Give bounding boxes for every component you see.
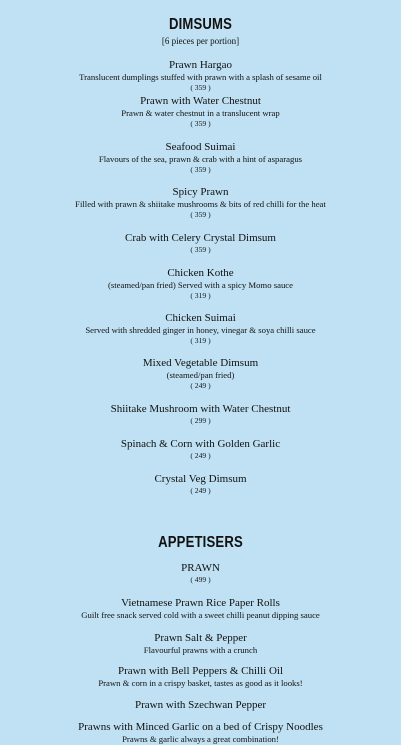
menu-item xyxy=(0,665,401,689)
section-title-appetisers: APPETISERS xyxy=(158,534,243,551)
item-price: ( 359 ) xyxy=(190,165,211,174)
item-name: Prawn Salt & Pepper xyxy=(154,632,247,644)
item-name: Shiitake Mushroom with Water Chestnut xyxy=(110,403,291,415)
item-description: Served with shredded ginger in honey, vinegar & soya chilli sauce xyxy=(85,325,316,335)
menu-item xyxy=(0,632,401,656)
menu-item xyxy=(0,186,401,220)
menu-item xyxy=(0,267,401,301)
item-price: ( 359 ) xyxy=(190,210,211,219)
item-name: Spinach & Corn with Golden Garlic xyxy=(120,438,281,450)
item-name: Spicy Prawn xyxy=(172,186,229,198)
item-description: Prawn & water chestnut in a translucent wrap xyxy=(121,108,280,118)
menu-item xyxy=(0,95,401,129)
item-name: Seafood Suimai xyxy=(165,141,236,153)
item-name: Prawn with Water Chestnut xyxy=(140,95,261,107)
category-price: ( 499 ) xyxy=(190,575,211,584)
item-name: Prawns with Minced Garlic on a bed of Crispy Noodles xyxy=(78,721,323,733)
item-name: Mixed Vegetable Dimsum xyxy=(142,357,259,369)
item-price: ( 359 ) xyxy=(190,83,211,92)
menu-item xyxy=(0,232,401,255)
item-price: ( 319 ) xyxy=(190,336,211,345)
item-name: Crab with Celery Crystal Dimsum xyxy=(125,232,276,244)
item-description: Flavours of the sea, prawn & crab with a hint of asparagus xyxy=(98,154,303,164)
item-name: Prawn with Bell Peppers & Chilli Oil xyxy=(118,665,283,677)
menu-item xyxy=(0,141,401,175)
item-price: ( 249 ) xyxy=(190,381,211,390)
item-description: (steamed/pan fried) xyxy=(166,370,235,380)
menu-item xyxy=(0,699,401,712)
item-description: Flavourful prawns with a crunch xyxy=(143,645,258,655)
menu-item xyxy=(0,438,401,461)
item-description: Prawns & garlic always a great combination! xyxy=(122,734,279,744)
item-name: Prawn Hargao xyxy=(168,59,233,71)
category-name: PRAWN xyxy=(181,562,220,574)
item-name: Crystal Veg Dimsum xyxy=(154,473,247,485)
section-title-dimsums: DIMSUMS xyxy=(168,16,233,33)
item-price: ( 249 ) xyxy=(190,451,211,460)
menu-item xyxy=(0,357,401,391)
portion-note: [6 pieces per portion] xyxy=(161,36,240,46)
menu-category xyxy=(0,562,401,585)
item-name: Vietnamese Prawn Rice Paper Rolls xyxy=(121,597,280,609)
item-price: ( 299 ) xyxy=(190,416,211,425)
menu-item xyxy=(0,59,401,93)
item-description: Guilt free snack served cold with a sweet chilli peanut dipping sauce xyxy=(81,610,320,620)
item-price: ( 359 ) xyxy=(190,245,211,254)
item-price: ( 249 ) xyxy=(190,486,211,495)
menu-item xyxy=(0,312,401,346)
item-description: Translucent dumplings stuffed with prawn with a splash of sesame oil xyxy=(79,72,322,82)
item-name: Chicken Suimai xyxy=(165,312,236,324)
item-description: (steamed/pan fried) Served with a spicy Momo sauce xyxy=(107,280,294,290)
item-description: Filled with prawn & shiitake mushrooms & bits of red chilli for the heat xyxy=(75,199,326,209)
item-name: Chicken Kothe xyxy=(167,267,234,279)
menu-item xyxy=(0,403,401,426)
menu-item xyxy=(0,597,401,621)
item-description: Prawn & corn in a crispy basket, tastes as good as it looks! xyxy=(98,678,303,688)
item-price: ( 319 ) xyxy=(190,291,211,300)
menu-item xyxy=(0,473,401,496)
item-price: ( 359 ) xyxy=(190,119,211,128)
item-name: Prawn with Szechwan Pepper xyxy=(134,699,267,711)
menu-item xyxy=(0,721,401,745)
